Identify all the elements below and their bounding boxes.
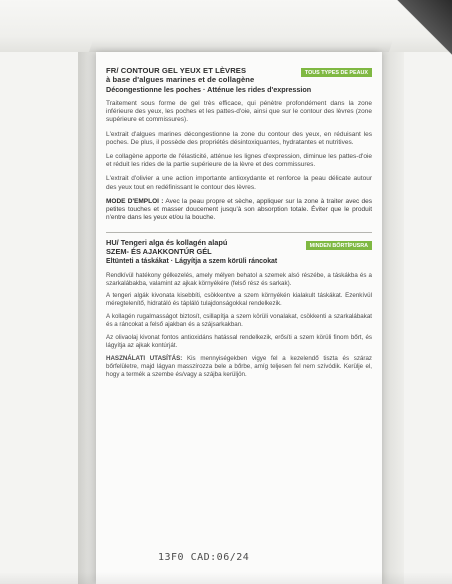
section-fr [106, 66, 372, 222]
fr-skin-type-badge: TOUS TYPES DE PEAUX [301, 68, 372, 77]
label-content [106, 66, 372, 379]
hu-paragraph: Rendkívül hatékony gélkezelés, amely mélyen behatol a szemek alsó részébe, a táskákba és a szarkalábakba, valamint az ajkak környékére (felső rész és sarkak). [106, 271, 372, 287]
fr-paragraph: L'extrait d'olivier a une action importante antioxydante et renforce la peau délicate autour des yeux tout en redéfinissant le contour des lèvres. [106, 175, 372, 191]
section-hu [106, 239, 372, 378]
hu-usage-text: Kis mennyiségekben vigye fel a kezelendő tiszta és száraz bőrfelületre, majd lágyan masszírozza bele a bőrbe, amíg teljesen fel nem szívódik. Kerülje el, hogy a termék a szembe és/vagy a szájba kerüljön. [106, 354, 372, 378]
fr-header [106, 66, 372, 84]
fr-paragraph: Traitement sous forme de gel très efficace, qui pénètre profondément dans la zone inférieure des yeux, les poches et les pattes-d'oie, ainsi que sur le contour des lèvres (zone supérieure et commissures). [106, 100, 372, 124]
fr-mode-emploi [106, 198, 372, 223]
fr-mode-text: Avec la peau propre et sèche, appliquer sur la zone à traiter avec des petites touches et masser doucement jusqu'à son absorption totale. Éviter que le produit n'entre dans les yeux et/ou la bouche. [106, 197, 372, 222]
hu-paragraph: A tengeri algák kivonata kisebbíti, csökkentve a szem környékén kialakult táskákat. Ezenkívül méregtelenítő, hidratáló és tápláló tulajdonságokkal rendelkezik. [106, 292, 372, 308]
hu-title2: SZEM- ÉS AJAKKONTÚR GÉL [106, 247, 212, 257]
fr-mode-label: MODE D'EMPLOI : [106, 197, 164, 205]
bottom-shadow [0, 572, 452, 584]
fr-paragraph: L'extrait d'algues marines décongestionne la zone du contour des yeux, en réduisant les poches. De plus, il possède des propriétés désintoxiquantes, hydratantes et nutritives. [106, 130, 372, 146]
hu-header [106, 239, 372, 257]
fr-titles [106, 66, 254, 84]
hu-paragraph: A kollagén rugalmasságot biztosít, csillapítja a szem körüli vonalakat, csökkenti a szarkalábakat és a ráncokat a felső ajakban és a szájsarkakban. [106, 313, 372, 329]
box-left-edge [78, 52, 96, 584]
section-divider [106, 232, 372, 233]
background-corner [392, 0, 452, 60]
hu-subtitle: Eltünteti a táskákat · Lágyítja a szem körüli ráncokat [106, 258, 278, 266]
hu-paragraph: Az olivaolaj kivonat fontos antioxidáns hatással rendelkezik, erősíti a szem körüli finom bőrt, és lágyítja az ajkak kontúrját. [106, 334, 372, 349]
fr-paragraph: Le collagène apporte de l'élasticité, atténue les lignes d'expression, diminue les pattes-d'oie et réduit les rides de la partie supérieure de la lèvre et des commissures. [106, 153, 372, 169]
box-right-edge [382, 52, 404, 584]
fr-subtitle: Décongestionne les poches · Atténue les rides d'expression [106, 85, 312, 94]
fr-title2: à base d'algues marines et de collagène [106, 75, 255, 84]
hu-titles [106, 239, 227, 257]
hu-usage-label: HASZNÁLATI UTASÍTÁS: [106, 354, 183, 362]
lot-expiry-code: 13F0 CAD:06/24 [158, 552, 250, 563]
fr-title: FR/ CONTOUR GEL YEUX ET LÈVRES [106, 66, 247, 75]
hu-title: HU/ Tengeri alga és kollagén alapú [106, 238, 228, 248]
hu-skin-type-badge: MINDEN BŐRTÍPUSRA [306, 241, 372, 250]
hu-usage [106, 355, 372, 379]
